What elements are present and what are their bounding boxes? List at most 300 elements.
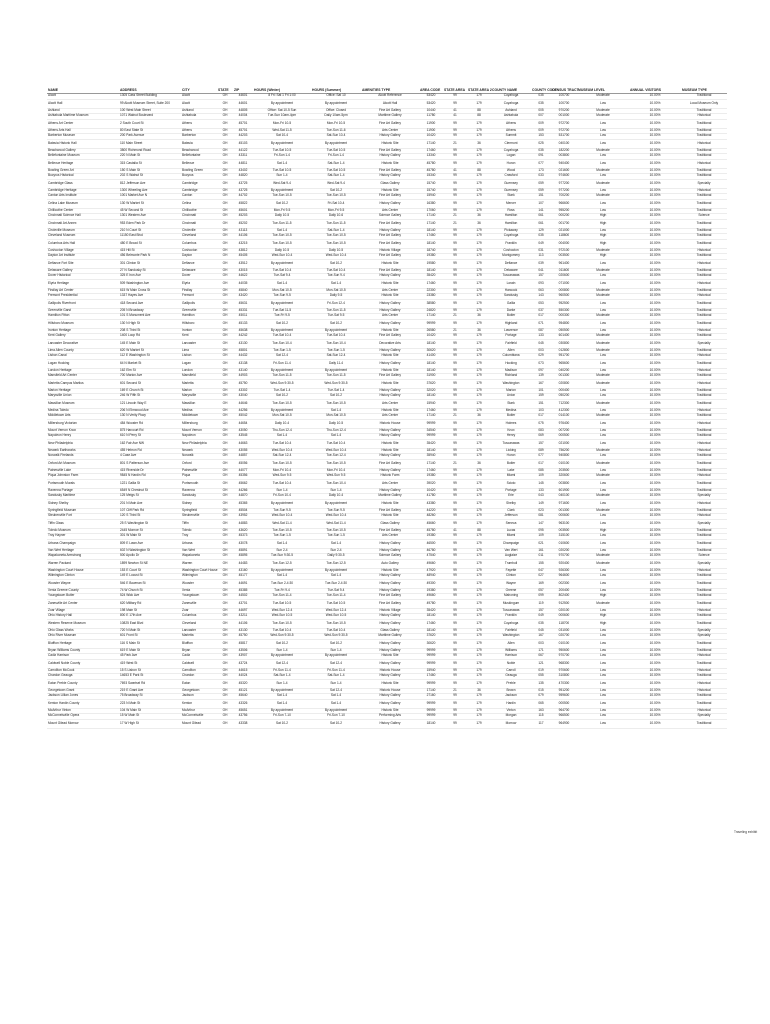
cell-census-tract[interactable]: 003800 [551,154,577,160]
cell-county-name[interactable]: Cuyahoga [491,619,531,628]
cell-zip[interactable]: 45202 [233,219,253,228]
cell-county-code[interactable]: 151 [531,194,551,200]
cell-address[interactable]: 198 Main St [119,608,181,614]
cell-census-tract[interactable]: 020200 [551,548,577,554]
cell-census-tract[interactable]: 011600 [551,268,577,274]
cell-museum-type[interactable]: Traditional [681,659,727,668]
cell-county-name[interactable]: Clermont [491,139,531,148]
cell-state-area-2[interactable]: 179 [467,488,491,494]
cell-museum-type[interactable]: Traditional [681,674,727,680]
cell-zip[interactable]: 43140 [233,368,253,374]
cell-amenities[interactable]: History Gallery [361,434,419,440]
cell-museum-level[interactable]: Low [577,454,629,460]
cell-census-tract[interactable]: 100700 [551,94,577,100]
cell-museum-type[interactable]: Traditional [681,639,727,648]
table-row[interactable] [47,379,727,388]
cell-amenities[interactable]: Fine Art Gallery [361,508,419,514]
cell-amenities[interactable]: Glass Gallery [361,628,419,634]
cell-museum-type[interactable]: Traditional [681,574,727,580]
cell-name[interactable]: Logan Hocking [47,359,119,368]
cell-address[interactable]: 219 E Grant Ave [119,688,181,694]
cell-name[interactable]: Cambridge Heritage [47,188,119,194]
cell-area-code[interactable]: 17140 [419,414,443,420]
cell-county-name[interactable]: Tuscarawas [491,439,531,448]
cell-census-tract[interactable]: 601900 [551,488,577,494]
cell-county-name[interactable]: Portage [491,488,531,494]
cell-area-code[interactable]: 19380 [419,474,443,480]
cell-state-area-2[interactable]: 179 [467,119,491,128]
cell-hours-summer[interactable]: Tue-Sun 10-5 [311,194,361,200]
cell-hours-winter[interactable]: Sat 1-4 [253,694,311,700]
cell-state[interactable]: OH [217,248,233,254]
cell-address[interactable]: 112 E Washington St [119,354,181,360]
cell-zip[interactable]: 44256 [233,408,253,414]
cell-county-code[interactable]: 149 [531,499,551,508]
cell-state[interactable]: OH [217,214,233,220]
cell-museum-type[interactable]: Traditional [681,154,727,160]
cell-name[interactable]: Warren Packard [47,559,119,568]
cell-county-name[interactable]: Miami [491,534,531,540]
cell-zip[interactable]: 43040 [233,394,253,400]
cell-hours-winter[interactable]: By appointment [253,408,311,414]
cell-census-tract[interactable]: 203500 [551,468,577,474]
cell-museum-level[interactable]: High [577,234,629,240]
cell-state-area[interactable]: 21 [443,688,467,694]
cell-area-code[interactable]: 30620 [419,639,443,648]
cell-county-name[interactable]: Morgan [491,714,531,720]
cell-hours-winter[interactable]: Mon-Sat 10-5 [253,288,311,294]
cell-county-code[interactable]: 109 [531,474,551,480]
col-header-county-code[interactable]: COUNTY CODE [532,88,557,92]
cell-zip[interactable]: 43512 [233,259,253,268]
cell-address[interactable]: 480 E Broad St [119,239,181,248]
cell-state-area[interactable]: 99 [443,668,467,674]
cell-area-code[interactable]: 22300 [419,288,443,294]
cell-area-code[interactable]: 17140 [419,314,443,320]
cell-name[interactable]: Alcott [47,94,119,100]
table-row[interactable] [47,719,727,728]
cell-county-name[interactable]: Muskingum [491,599,531,608]
cell-county-name[interactable]: Mahoning [491,594,531,600]
cell-hours-winter[interactable]: Sun 1-4 [253,679,311,688]
cell-annual-visitors[interactable]: 10.00% [629,114,681,120]
cell-census-tract[interactable]: 000500 [551,699,577,708]
cell-amenities[interactable]: History Gallery [361,428,419,434]
cell-state-area-2[interactable]: 179 [467,194,491,200]
cell-state-area[interactable]: 99 [443,288,467,294]
cell-address[interactable]: 500 Apollo Dr [119,554,181,560]
cell-area-code[interactable]: 17140 [419,688,443,694]
cell-name[interactable]: Toledo Museum [47,528,119,534]
cell-museum-type[interactable]: Traditional [681,268,727,274]
cell-name[interactable]: McConnelsville Opera [47,714,119,720]
cell-city[interactable]: Marietta [181,634,217,640]
cell-state-area-2[interactable]: 179 [467,628,491,634]
cell-county-name[interactable]: Butler [491,414,531,420]
cell-hours-summer[interactable]: Tue-Sun 12-4 [311,454,361,460]
cell-county-code[interactable]: 167 [531,379,551,388]
cell-county-name[interactable]: Butler [491,314,531,320]
cell-state[interactable]: OH [217,619,233,628]
cell-state-area-2[interactable]: 179 [467,359,491,368]
cell-county-code[interactable]: 157 [531,608,551,614]
cell-hours-summer[interactable]: By appointment [311,139,361,148]
cell-annual-visitors[interactable]: 10.00% [629,399,681,408]
cell-name[interactable]: Athens Art Center [47,119,119,128]
cell-state-area-2[interactable]: 179 [467,648,491,654]
cell-museum-level[interactable]: Low [577,719,629,728]
cell-amenities[interactable]: Arts Center [361,399,419,408]
cell-amenities[interactable]: Historic Site [361,279,419,288]
cell-census-tract[interactable]: 040100 [551,494,577,500]
cell-state[interactable]: OH [217,514,233,520]
cell-county-code[interactable]: 003 [531,639,551,648]
cell-museum-type[interactable]: Specialty [681,339,727,348]
cell-address[interactable]: 149 E Locust St [119,574,181,580]
cell-hours-winter[interactable]: Sat 12-4 [253,659,311,668]
cell-county-code[interactable]: 133 [531,334,551,340]
cell-area-code[interactable]: 11780 [419,114,443,120]
cell-name[interactable]: Ohio History Hall [47,614,119,620]
cell-county-code[interactable]: 031 [531,248,551,254]
col-header-zip[interactable]: ZIP [233,88,253,94]
cell-annual-visitors[interactable]: 10.00% [629,588,681,594]
cell-hours-summer[interactable]: Fri-Sun 1-4 [311,154,361,160]
cell-address[interactable]: 509 Washington Ave [119,279,181,288]
cell-city[interactable]: Defiance [181,259,217,268]
cell-census-tract[interactable]: 182200 [551,148,577,154]
cell-amenities[interactable]: History Gallery [361,348,419,354]
cell-address[interactable]: 15 S Lisbon St [119,668,181,674]
cell-hours-summer[interactable]: Wed-Sun 9-5 [311,474,361,480]
cell-state-area[interactable]: 99 [443,334,467,340]
cell-county-code[interactable]: 145 [531,479,551,488]
cell-hours-summer[interactable]: Daily 11-4 [311,359,361,368]
cell-annual-visitors[interactable]: 10.00% [629,159,681,168]
cell-address[interactable]: 75 Broadway St [119,694,181,700]
cell-county-name[interactable]: Henry [491,434,531,440]
cell-state-area[interactable]: 99 [443,519,467,528]
cell-hours-summer[interactable]: Tue-Sun 10-4 [311,339,361,348]
cell-hours-summer[interactable]: Thu-Sun 12-4 [311,428,361,434]
cell-amenities[interactable]: Maritime Gallery [361,634,419,640]
cell-amenities[interactable]: Historic Site [361,368,419,374]
cell-county-name[interactable]: Coshocton [491,248,531,254]
cell-state-area-2[interactable]: 179 [467,334,491,340]
cell-state-area[interactable]: 99 [443,639,467,648]
cell-zip[interactable]: 45385 [233,588,253,594]
cell-amenities[interactable]: History Gallery [361,299,419,308]
cell-zip[interactable]: 44811 [233,159,253,168]
cell-hours-winter[interactable]: Mon-Fri 9-5 [253,208,311,214]
cell-area-code[interactable]: 44220 [419,508,443,514]
cell-state[interactable]: OH [217,174,233,180]
cell-state-area-2[interactable]: 179 [467,454,491,460]
cell-county-name[interactable]: Athens [491,128,531,134]
cell-area-code[interactable]: 15740 [419,179,443,188]
cell-annual-visitors[interactable]: 10.00% [629,328,681,334]
cell-zip[interactable]: 44266 [233,488,253,494]
cell-hours-summer[interactable]: Sun 1-4 [311,488,361,494]
cell-area-code[interactable]: 37620 [419,634,443,640]
cell-state[interactable]: OH [217,419,233,428]
cell-hours-winter[interactable]: Tue-Sat 10-4 [253,439,311,448]
cell-state-area[interactable]: 21 [443,328,467,334]
cell-area-code[interactable]: 53420 [419,94,443,100]
cell-hours-summer[interactable]: Office: Sat 10 [311,94,361,100]
cell-city[interactable]: Alcott [181,99,217,108]
cell-hours-summer[interactable]: Sat 10-2 [311,188,361,194]
cell-city[interactable]: Coshocton [181,248,217,254]
cell-amenities[interactable]: Fine Art Gallery [361,168,419,174]
cell-state-area-2[interactable]: 36 [467,328,491,334]
cell-city[interactable]: Cadiz [181,654,217,660]
cell-hours-winter[interactable]: Fri-Sun 10-4 [253,494,311,500]
cell-census-tract[interactable]: 000200 [551,214,577,220]
cell-address[interactable]: 130 W Market St [119,199,181,208]
cell-area-code[interactable]: 19380 [419,254,443,260]
cell-museum-type[interactable]: Traditional [681,274,727,280]
cell-state-area-2[interactable]: 179 [467,508,491,514]
cell-census-tract[interactable]: 970200 [551,108,577,114]
cell-annual-visitors[interactable]: 10.00% [629,474,681,480]
cell-census-tract[interactable]: 802400 [551,594,577,600]
cell-state-area-2[interactable]: 36 [467,219,491,228]
cell-state[interactable]: OH [217,219,233,228]
cell-census-tract[interactable]: 912500 [551,599,577,608]
cell-state-area[interactable]: 99 [443,554,467,560]
cell-state-area-2[interactable]: 179 [467,639,491,648]
cell-census-tract[interactable]: 712300 [551,399,577,408]
cell-address[interactable]: 875 Harcourt Rd [119,428,181,434]
cell-address[interactable]: 953 Eden Park Dr [119,219,181,228]
cell-state[interactable]: OH [217,394,233,400]
cell-zip[interactable]: 43113 [233,228,253,234]
cell-state-area[interactable]: 99 [443,408,467,414]
cell-state-area-2[interactable]: 179 [467,308,491,314]
cell-state[interactable]: OH [217,428,233,434]
cell-state-area[interactable]: 99 [443,548,467,554]
cell-census-tract[interactable]: 010600 [551,539,577,548]
table-row[interactable] [47,139,727,148]
cell-amenities[interactable]: History Gallery [361,308,419,314]
cell-state[interactable]: OH [217,148,233,154]
cell-county-name[interactable]: Hamilton [491,219,531,228]
cell-area-code[interactable]: 18140 [419,339,443,348]
cell-state-area-2[interactable]: 179 [467,288,491,294]
cell-museum-level[interactable]: Low [577,579,629,588]
cell-address[interactable]: 200 Park Avenue [119,134,181,140]
cell-museum-level[interactable]: Low [577,259,629,268]
cell-county-name[interactable]: Marion [491,388,531,394]
cell-hours-winter[interactable]: Tue-Sun 10-5 [253,528,311,534]
cell-museum-type[interactable]: Traditional [681,399,727,408]
cell-state-area[interactable]: 99 [443,654,467,660]
cell-census-tract[interactable]: 470300 [551,679,577,688]
cell-state-area-2[interactable]: 179 [467,668,491,674]
cell-hours-winter[interactable]: Sat 10-2 [253,719,311,728]
cell-state-area[interactable]: 41 [443,114,467,120]
cell-zip[interactable]: 44242 [233,334,253,340]
cell-county-name[interactable]: Union [491,394,531,400]
cell-hours-summer[interactable]: Mon-Sat 10-5 [311,288,361,294]
cell-county-code[interactable]: 007 [531,114,551,120]
cell-hours-winter[interactable]: Sat 10-4 [253,134,311,140]
table-row[interactable] [47,179,727,188]
cell-census-tract[interactable]: 972700 [551,128,577,134]
cell-census-tract[interactable]: 966600 [551,199,577,208]
cell-name[interactable]: Findlay Art Center [47,288,119,294]
cell-museum-type[interactable]: Traditional [681,719,727,728]
cell-census-tract[interactable]: 031000 [551,628,577,634]
cell-hours-summer[interactable]: Fri-Sun 7-10 [311,714,361,720]
cell-museum-level[interactable]: Low [577,588,629,594]
cell-county-code[interactable]: 159 [531,394,551,400]
cell-hours-winter[interactable]: By appointment [253,99,311,108]
cell-state-area-2[interactable]: 179 [467,659,491,668]
cell-museum-level[interactable]: Low [577,228,629,234]
cell-name[interactable]: Lancaster Decorative [47,339,119,348]
cell-county-name[interactable]: Summit [491,134,531,140]
cell-state-area-2[interactable]: 179 [467,134,491,140]
cell-zip[interactable]: 44702 [233,194,253,200]
cell-amenities[interactable]: Historic Village [361,608,419,614]
cell-amenities[interactable]: Fine Art Gallery [361,599,419,608]
cell-county-name[interactable]: Morrow [491,719,531,728]
cell-state[interactable]: OH [217,359,233,368]
cell-area-code[interactable]: 15940 [419,194,443,200]
cell-museum-level[interactable]: Low [577,659,629,668]
cell-state-area[interactable]: 99 [443,474,467,480]
cell-hours-winter[interactable]: Tue-Sun 12-5 [253,559,311,568]
cell-annual-visitors[interactable]: 10.00% [629,494,681,500]
cell-county-code[interactable]: 171 [531,648,551,654]
cell-amenities[interactable]: Historic House [361,688,419,694]
cell-hours-summer[interactable]: Wed-Sun 12-4 [311,608,361,614]
cell-address[interactable]: 125 Meigs St [119,494,181,500]
cell-area-code[interactable]: 17460 [419,408,443,414]
cell-hours-summer[interactable]: Daily 10-5 [311,248,361,254]
cell-museum-level[interactable]: Low [577,488,629,494]
cell-county-code[interactable]: 043 [531,494,551,500]
cell-county-code[interactable]: 173 [531,168,551,174]
cell-name[interactable]: Bellefontaine Museum [47,154,119,160]
cell-hours-summer[interactable]: Wed-Sun 10-4 [311,254,361,260]
cell-hours-winter[interactable]: Sat 1-4 [253,539,311,548]
cell-museum-level[interactable]: Low [577,274,629,280]
cell-county-name[interactable]: Wood [491,168,531,174]
cell-amenities[interactable]: Arts Center [361,314,419,320]
cell-museum-type[interactable]: Traditional [681,694,727,700]
cell-county-name[interactable]: Jefferson [491,514,531,520]
cell-museum-level[interactable]: Low [577,679,629,688]
cell-state[interactable]: OH [217,334,233,340]
cell-state-area-2[interactable]: 179 [467,428,491,434]
cell-county-code[interactable]: 169 [531,579,551,588]
cell-county-code[interactable]: 049 [531,239,551,248]
cell-area-code[interactable]: 10420 [419,134,443,140]
cell-state[interactable]: OH [217,234,233,240]
cell-hours-winter[interactable]: Tue-Sat 9-4 [253,274,311,280]
cell-hours-summer[interactable]: Wed-Sun 10-4 [311,448,361,454]
cell-census-tract[interactable]: 964700 [551,708,577,714]
cell-area-code[interactable]: 49780 [419,599,443,608]
cell-name[interactable]: Lisbon Canal [47,354,119,360]
cell-annual-visitors[interactable]: 10.00% [629,168,681,174]
cell-annual-visitors[interactable]: 10.00% [629,334,681,340]
cell-museum-level[interactable]: Low [577,539,629,548]
cell-hours-winter[interactable]: Tue-Sun 10-5 [253,239,311,248]
cell-county-name[interactable]: Fairfield [491,339,531,348]
cell-state[interactable]: OH [217,454,233,460]
cell-city[interactable]: Marion [181,388,217,394]
cell-museum-type[interactable]: Traditional [681,219,727,228]
cell-museum-level[interactable]: Low [577,199,629,208]
cell-museum-level[interactable]: Low [577,394,629,400]
cell-area-code[interactable]: 49300 [419,579,443,588]
cell-name[interactable]: Wooster Wayne [47,579,119,588]
cell-address[interactable]: 205 N Broadway [119,308,181,314]
cell-name[interactable]: Columbus Arts Hall [47,239,119,248]
cell-amenities[interactable]: Performing Arts [361,714,419,720]
cell-county-code[interactable]: 035 [531,234,551,240]
cell-address[interactable]: 45 W Second St [119,208,181,214]
cell-museum-type[interactable]: Specialty [681,179,727,188]
cell-address[interactable]: 7693 Swartsel Rd [119,679,181,688]
cell-state-area[interactable]: 99 [443,268,467,274]
cell-address[interactable]: 3800 Richmond Road [119,148,181,154]
cell-museum-level[interactable]: High [577,619,629,628]
cell-amenities[interactable]: Glass Gallery [361,519,419,528]
cell-hours-summer[interactable]: Mon-Fri 10-5 [311,119,361,128]
cell-state-area[interactable]: 99 [443,719,467,728]
cell-zip[interactable]: 45701 [233,119,253,128]
cell-zip[interactable]: 45662 [233,479,253,488]
cell-city[interactable]: Massillon [181,399,217,408]
cell-museum-type[interactable]: Historical [681,279,727,288]
cell-name[interactable]: Circleville Museum [47,228,119,234]
cell-hours-winter[interactable]: Tue-Sun 2-4:30 [253,579,311,588]
cell-area-code[interactable]: 99999 [419,419,443,428]
cell-zip[interactable]: 44122 [233,148,253,154]
cell-state[interactable]: OH [217,114,233,120]
cell-state-area[interactable]: 99 [443,439,467,448]
cell-state-area[interactable]: 99 [443,174,467,180]
cell-hours-summer[interactable]: Tue-Sun 10-4 [311,479,361,488]
cell-hours-summer[interactable]: Fri-Sun 11-4 [311,668,361,674]
cell-county-name[interactable]: Cuyahoga [491,148,531,154]
cell-zip[interactable]: 45133 [233,319,253,328]
cell-city[interactable]: Circleville [181,228,217,234]
cell-area-code[interactable]: 18140 [419,359,443,368]
cell-zip[interactable]: 43725 [233,188,253,194]
cell-census-tract[interactable]: 001700 [551,219,577,228]
cell-amenities[interactable]: Decorative Arts [361,339,419,348]
cell-zip[interactable]: 43211 [233,614,253,620]
cell-area-code[interactable]: 99999 [419,708,443,714]
cell-museum-level[interactable]: Low [577,519,629,528]
cell-state-area[interactable]: 99 [443,614,467,620]
cell-name[interactable]: Cadiz Harrison [47,654,119,660]
cell-city[interactable]: Wapakoneta [181,554,217,560]
cell-city[interactable]: Bowling Green [181,168,217,174]
cell-area-code[interactable]: 43380 [419,499,443,508]
cell-zip[interactable]: 45801 [233,348,253,354]
cell-state-area-2[interactable]: 36 [467,414,491,420]
cell-state[interactable]: OH [217,628,233,634]
cell-hours-winter[interactable]: Tue-Sun 10-4 [253,339,311,348]
cell-state-area[interactable]: 99 [443,159,467,168]
